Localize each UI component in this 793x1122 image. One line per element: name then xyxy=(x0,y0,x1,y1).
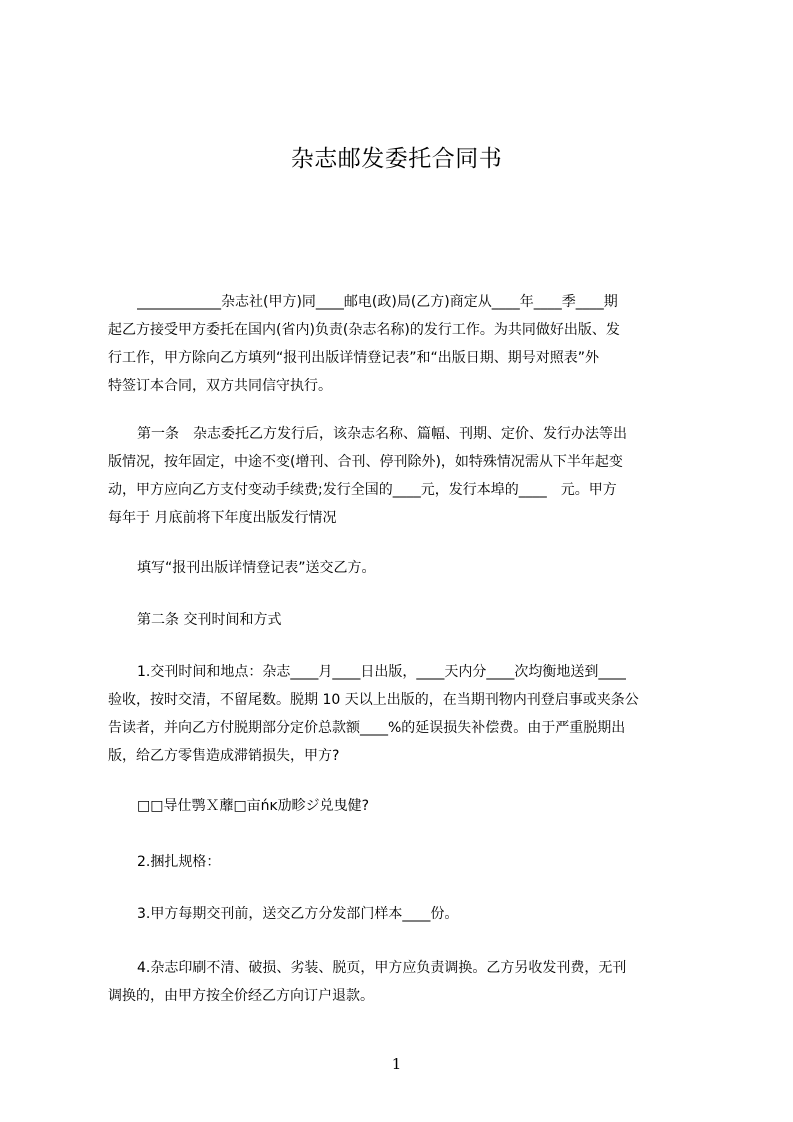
fill-form-line: 填写“报刊出版详情登记表”送交乙方。 xyxy=(137,560,376,576)
article-1-line: 第一条 杂志委托乙方发行后，该杂志名称、篇幅、刊期、定价、发行办法等出 xyxy=(137,426,627,442)
intro-line: 行工作，甲方除向乙方填列“报刊出版详情登记表”和“出版日期、期号对照表”外 xyxy=(108,350,600,366)
intro-line: ____________杂志社(甲方)同____邮电(政)局(乙方)商定从____年____季____期 xyxy=(137,294,618,310)
item-3-line: 3.甲方每期交刊前，送交乙方分发部门样本____份。 xyxy=(137,906,459,922)
article-2-heading: 第二条 交刊时间和方式 xyxy=(137,612,282,628)
item-4-line: 调换的，由甲方按全价经乙方向订户退款。 xyxy=(108,988,374,1004)
article-1-line: 每年于 月底前将下年度出版发行情况 xyxy=(108,510,337,526)
item-4-line: 4.杂志印刷不清、破损、劣装、脱页，甲方应负责调换。乙方另收发刊费，无刊 xyxy=(137,960,627,976)
item-1-line: 验收，按时交清，不留尾数。脱期 10 天以上出版的，在当期刊物内刊登启事或夹条公 xyxy=(108,692,639,708)
page-number: 1 xyxy=(391,1055,402,1073)
item-1-line: 版，给乙方零售造成滞销损失，甲方? xyxy=(108,748,340,764)
intro-line: 特签订本合同，双方共同信守执行。 xyxy=(108,378,332,394)
intro-line: 起乙方接受甲方委托在国内(省内)负责(杂志名称)的发行工作。为共同做好出版、发 xyxy=(108,322,620,338)
item-1-line: 告读者，并向乙方付脱期部分定价总款额____%的延误损失补偿费。由于严重脱期出 xyxy=(108,720,626,736)
article-1-line: 版情况，按年固定，中途不变(增刊、合刊、停刊除外)，如特殊情况需从下半年起变 xyxy=(108,454,623,470)
garbled-line: □□导仕鹗Ｘ蘼□亩ńĸ劢畛ジ兑曳健? xyxy=(137,798,370,814)
article-1-line: 动，甲方应向乙方支付变动手续费;发行全国的____元，发行本埠的____ 元。甲方 xyxy=(108,482,617,498)
item-2-line: 2.捆扎规格： xyxy=(137,854,221,870)
document-title: 杂志邮发委托合同书 xyxy=(290,146,503,172)
item-1-line: 1.交刊时间和地点：杂志____月____日出版，____天内分____次均衡地送到____ xyxy=(137,664,627,680)
